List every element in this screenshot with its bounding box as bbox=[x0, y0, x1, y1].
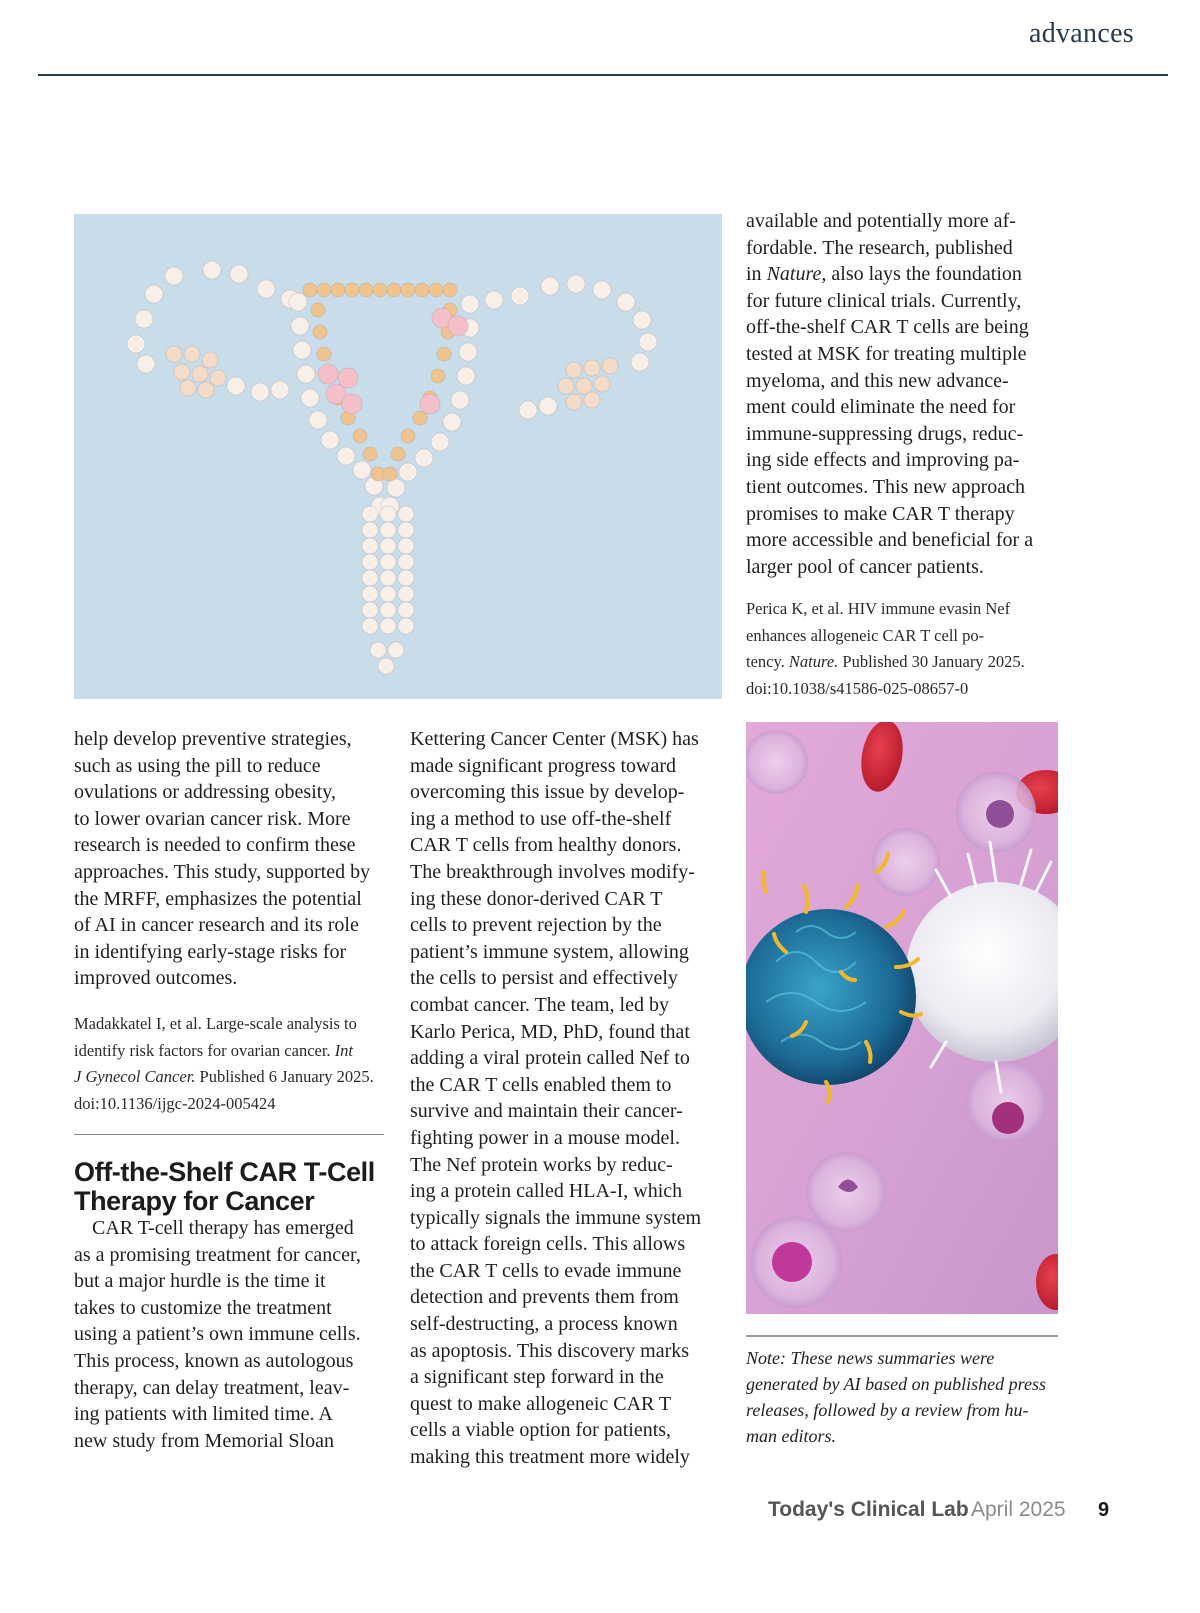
pill bbox=[398, 618, 414, 634]
pill bbox=[639, 333, 657, 351]
pill bbox=[297, 365, 315, 383]
pill bbox=[210, 370, 226, 386]
pill bbox=[180, 380, 196, 396]
text-run: Madakkatel I, et al. Large-scale analysis to identify risk factors for ovarian cancer. bbox=[74, 1014, 357, 1060]
car-t-cell-image bbox=[746, 722, 1058, 1314]
article-intro: CAR T-cell therapy has emerged as a promising treatment for cancer, but a major hurdle is the time it takes to customize the treatment using a patient’s own immune cells. This process, known as autologous therapy, can delay treatment, leav- ing patients with limited time. A new study from Memorial Sloan bbox=[74, 1217, 361, 1452]
pill bbox=[398, 538, 414, 554]
pill bbox=[198, 382, 214, 398]
pill bbox=[342, 394, 362, 414]
pill bbox=[459, 343, 477, 361]
pill bbox=[431, 433, 449, 451]
pill bbox=[576, 378, 592, 394]
pill bbox=[192, 366, 208, 382]
pill bbox=[539, 397, 557, 415]
pill bbox=[420, 394, 440, 414]
pill bbox=[602, 358, 618, 374]
pill bbox=[165, 267, 183, 285]
pill bbox=[370, 642, 386, 658]
pill bbox=[431, 369, 445, 383]
pill bbox=[584, 360, 600, 376]
pill bbox=[373, 283, 387, 297]
pill bbox=[127, 335, 145, 353]
footer-brand: Today's Clinical Lab bbox=[768, 1498, 969, 1521]
pill bbox=[398, 586, 414, 602]
ai-note: Note: These news summaries were generated by AI based on published press releases, followed by a review from hu- man editors. bbox=[746, 1348, 1046, 1446]
text-run: available and potentially more af- fordable. The research, published in bbox=[746, 210, 1016, 286]
pill bbox=[380, 506, 396, 522]
top-right-paragraph bbox=[746, 208, 1076, 580]
pill bbox=[353, 461, 371, 479]
pill bbox=[345, 283, 359, 297]
text-run: Published 6 January 2025. doi:10.1136/ijgc-2024-005424 bbox=[74, 1067, 374, 1113]
cell-illustration bbox=[746, 722, 1058, 1314]
note-divider bbox=[746, 1335, 1058, 1337]
pill bbox=[362, 554, 378, 570]
pill bbox=[137, 355, 155, 373]
pill bbox=[317, 347, 331, 361]
pill bbox=[362, 538, 378, 554]
pill bbox=[184, 346, 200, 362]
article-divider bbox=[74, 1134, 384, 1135]
pill bbox=[415, 449, 433, 467]
pill bbox=[303, 283, 317, 297]
pill bbox=[363, 447, 377, 461]
left-paragraph bbox=[74, 726, 394, 992]
pill bbox=[380, 570, 396, 586]
pill bbox=[443, 413, 461, 431]
footer-date: April 2025 bbox=[971, 1498, 1066, 1521]
pill bbox=[584, 392, 600, 408]
pill bbox=[362, 602, 378, 618]
pill bbox=[257, 280, 275, 298]
pill bbox=[362, 522, 378, 538]
pill bbox=[437, 347, 451, 361]
pill bbox=[415, 283, 429, 297]
text-run: also lays the foundation for future clinical trials. Currently, off-the-shelf CAR T cells are being tested at MSK for treating multiple myeloma, and this new advance- ment could eliminate the need for immune-suppressing drugs, reduc- ing side effects and improving pa- tient outcomes. This new approach promises to make CAR T therapy more accessible and beneficial for a larger pool of cancer patients. bbox=[746, 263, 1034, 578]
pill bbox=[398, 522, 414, 538]
pill bbox=[145, 285, 163, 303]
pill bbox=[293, 341, 311, 359]
pill bbox=[398, 602, 414, 618]
pill bbox=[380, 618, 396, 634]
pill bbox=[558, 378, 574, 394]
pill bbox=[331, 283, 345, 297]
pill bbox=[401, 429, 415, 443]
pill bbox=[461, 295, 479, 313]
italic-run: Nature, bbox=[766, 263, 827, 286]
pill bbox=[378, 658, 394, 674]
pill bbox=[391, 447, 405, 461]
pill bbox=[398, 570, 414, 586]
pill bbox=[289, 293, 307, 311]
pill bbox=[337, 447, 355, 465]
pill bbox=[566, 362, 582, 378]
pill bbox=[566, 394, 582, 410]
pill bbox=[398, 506, 414, 522]
pill bbox=[593, 281, 611, 299]
italic-run: Int J Gynecol Cancer. bbox=[74, 1040, 354, 1086]
pill bbox=[362, 570, 378, 586]
pill bbox=[448, 316, 468, 336]
pill bbox=[429, 283, 443, 297]
pill bbox=[271, 381, 289, 399]
article-heading: Off-the-Shelf CAR T-Cell Therapy for Cancer bbox=[74, 1157, 375, 1216]
pill bbox=[380, 586, 396, 602]
pill bbox=[388, 642, 404, 658]
pill bbox=[174, 364, 190, 380]
pill bbox=[401, 283, 415, 297]
pills-uterus-image bbox=[74, 214, 722, 699]
top-right-reference bbox=[746, 596, 1076, 702]
pill bbox=[362, 618, 378, 634]
header-rule bbox=[38, 74, 1168, 76]
pill bbox=[511, 287, 529, 305]
pill bbox=[631, 353, 649, 371]
pill bbox=[227, 377, 245, 395]
pills-illustration bbox=[74, 214, 722, 699]
pill bbox=[203, 261, 221, 279]
pill bbox=[383, 467, 397, 481]
section-label: advances bbox=[1028, 18, 1134, 49]
pill bbox=[594, 376, 610, 392]
text-run: Published 30 January 2025. doi:10.1038/s41586-025-08657-0 bbox=[746, 652, 1025, 698]
pill bbox=[519, 401, 537, 419]
pill bbox=[541, 277, 559, 295]
pill bbox=[457, 367, 475, 385]
pill bbox=[317, 283, 331, 297]
pill bbox=[135, 310, 153, 328]
italic-run: Nature. bbox=[788, 652, 839, 671]
pill bbox=[633, 311, 651, 329]
pill bbox=[321, 431, 339, 449]
pill bbox=[380, 538, 396, 554]
pill bbox=[380, 602, 396, 618]
pill bbox=[451, 391, 469, 409]
pill bbox=[567, 275, 585, 293]
pill bbox=[387, 479, 405, 497]
pill bbox=[313, 325, 327, 339]
pill bbox=[399, 463, 417, 481]
pill bbox=[380, 554, 396, 570]
pill bbox=[251, 383, 269, 401]
pill bbox=[485, 291, 503, 309]
text-run: Perica K, et al. HIV immune evasin Nef enhances allogeneic CAR T cell po- tency. bbox=[746, 599, 1011, 671]
pill bbox=[353, 429, 367, 443]
pill bbox=[387, 283, 401, 297]
pill bbox=[362, 586, 378, 602]
pill bbox=[318, 364, 338, 384]
pill bbox=[443, 283, 457, 297]
pill bbox=[166, 346, 182, 362]
pill bbox=[398, 554, 414, 570]
page-number: 9 bbox=[1098, 1499, 1110, 1521]
pill bbox=[230, 265, 248, 283]
text-run: help develop preventive strategies, such as using the pill to reduce ovulations or addressing obesity, to lower ovarian cancer risk. More research is needed to confirm these approaches. This study, supported by the MRFF, emphasizes the potential of AI in cancer research and its role in identifying early-stage risks for improved outcomes. bbox=[74, 728, 371, 990]
pill bbox=[309, 411, 327, 429]
pill bbox=[359, 283, 373, 297]
pill bbox=[311, 303, 325, 317]
pill bbox=[291, 317, 309, 335]
pill bbox=[301, 389, 319, 407]
middle-paragraph: Kettering Cancer Center (MSK) has made significant progress toward overcoming this issue by develop- ing a method to use off-the-shelf CAR T cells from healthy donors. The breakthrough involves modify- ing these donor-derived CAR T cells to prevent rejection by the patient’s immune system, allowing the cells to persist and effectively combat cancer. The team, led by Karlo Perica, MD, PhD, found that adding a viral protein called Nef to the CAR T cells enabled them to survive and maintain their cancer- fighting power in a mouse model. The Nef protein works by reduc- ing a protein called HLA-I, which typically signals the immune system to attack foreign cells. This allows the CAR T cells to evade immune detection and prevents them from self-destructing, a process known as apoptosis. This discovery marks a significant step forward in the quest to make allogeneic CAR T cells a viable option for patients, making this treatment more widely bbox=[410, 728, 702, 1469]
pill bbox=[380, 522, 396, 538]
pill bbox=[617, 293, 635, 311]
pill bbox=[362, 506, 378, 522]
pill bbox=[202, 352, 218, 368]
left-reference bbox=[74, 1011, 394, 1117]
